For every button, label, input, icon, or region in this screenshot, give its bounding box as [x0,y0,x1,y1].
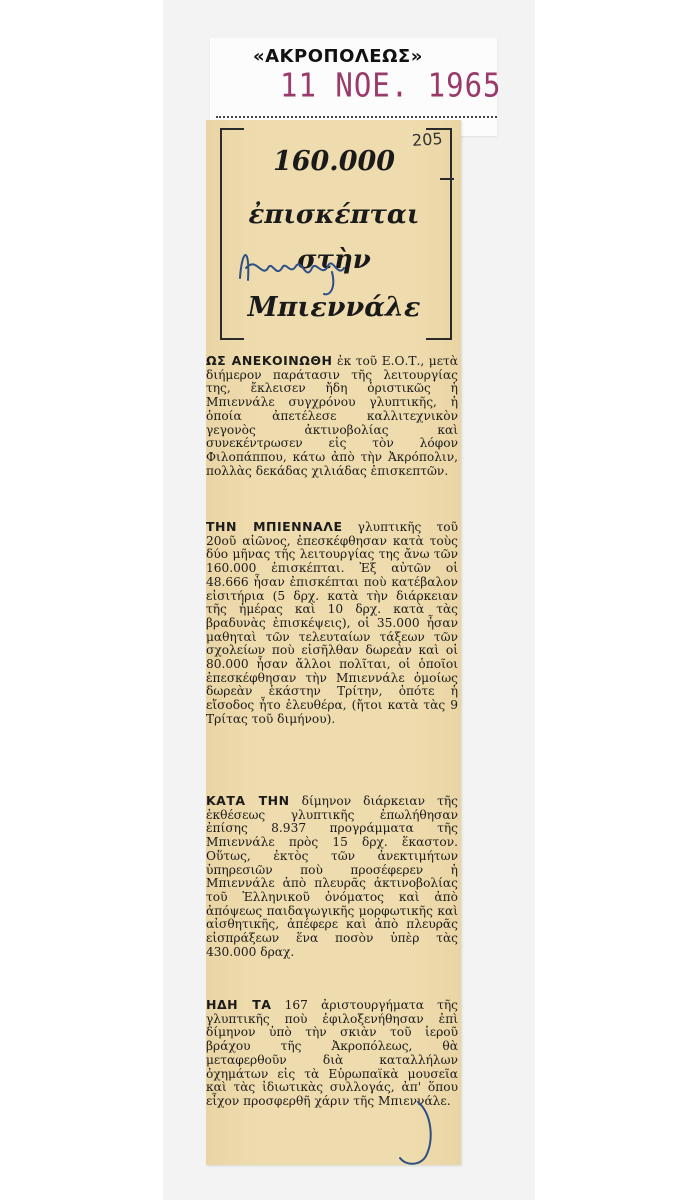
headline-line-2: ἐπισκέπται [248,200,420,230]
paragraph-2-lead: ΤΗΝ ΜΠΙΕΝΝΑΛΕ [206,519,343,534]
archive-number: 205 [411,128,444,151]
handwritten-scribble-icon [232,238,362,298]
dotted-separator [216,116,497,118]
headline-line-1: 160.000 [272,146,396,177]
newspaper-title: «ΑΚΡΟΠΟΛΕΩΣ» [253,46,423,67]
paragraph-1-text: ἐκ τοῦ Ε.Ο.Τ., μετὰ διήμερον παράτασιν τῆς λειτουργίας της, ἔκλεισεν ἤδη ὁριστικῶς ἡ Μπιεννάλε συγχρόνου γλυπτικῆς, ἡ ὁποία ἀπετέλεσε καλλιτεχνικὸν γεγονὸς ἀκτινοβολίας καὶ συνεκέντρωσεν εἰς τὸν λόφον Φιλοπάππου, κάτω ἀπὸ τὴν Ἀκρόπολιν, πολλὰς δεκάδας χιλιάδας ἐπισκεπτῶν. [206,354,458,478]
paragraph-3-lead: ΚΑΤΑ ΤΗΝ [206,793,290,808]
paragraph-1 [206,354,458,478]
paragraph-1-lead: ΩΣ ΑΝΕΚΟΙΝΩΘΗ [206,353,333,368]
frame-corner-top-left [220,128,244,130]
paragraph-4 [206,998,458,1109]
ink-bracket-mark-icon [388,1100,458,1170]
frame-tick-right [440,178,454,180]
paragraph-4-text: 167 ἀριστουργήματα τῆς γλυπτικῆς ποὺ ἐφιλοξενήθησαν ἐπὶ δίμηνον ὑπὸ τὴν σκιὰν τοῦ ἱεροῦ βράχου τῆς Ἀκροπόλεως, θὰ μεταφερθοῦν διὰ καταλλήλων ὀχημάτων εἰς τὰ Εὐρωπαϊκὰ μουσεῖα καὶ τὰς ἰδιωτικὰς συλλογάς, ἀπ' ὅπου εἶχον προσφερθῆ χάριν τῆς Μπιεννάλε. [206,998,458,1108]
paragraph-3 [206,794,458,959]
headline-line-3: στὴν [297,245,371,275]
paragraph-2-text: γλυπτικῆς τοῦ 20οῦ αἰῶνος, ἐπεσκέφθησαν κατὰ τοὺς δύο μῆνας τῆς λειτουργίας της ἄνω τῶν 160.000 ἐπισκέπται. Ἐξ αὐτῶν οἱ 48.666 ἦσαν ἐπισκέπται ποὺ κατέβαλον εἰσιτήρια (5 δρχ. κατὰ τὴν διάρκειαν τῆς ἡμέρας καὶ 10 δρχ. κατὰ τὰς βραδυνὰς ἐπισκέψεις), οἱ 35.000 ἦσαν μαθηταὶ τῶν τελευταίων τάξεων τῶν σχολείων ποὺ εἰσῆλθαν δωρεὰν καὶ οἱ 80.000 ἦσαν ἄλλοι πολῖται, οἱ ὁποῖοι ἐπεσκέφθησαν τὴν Μπιεννάλε ὁμοίως δωρεὰν ἑκάστην Τρίτην, ὁπότε ἡ εἴσοδος ἦτο ἐλευθέρα, (ἤτοι κατὰ τὰς 9 Τρίτας τοῦ διμήνου). [206,520,459,726]
paragraph-2 [206,520,458,727]
frame-corner-bottom-right [426,338,450,340]
frame-corner-bottom-left [220,338,244,340]
paragraph-3-text: δίμηνον διάρκειαν τῆς ἐκθέσεως γλυπτικῆς ἐπωλήθησαν ἐπίσης 8.937 προγράμματα τῆς Μπιεννάλε πρὸς 15 δρχ. ἕκαστον. Οὕτως, ἐκτὸς τῶν ἀνεκτιμήτων ὑπηρεσιῶν ποὺ προσέφερεν ἡ Μπιεννάλε ἀπὸ πλευρᾶς ἀκτινοβολίας τοῦ Ἑλληνικοῦ ὀνόματος καὶ ἀπὸ ἀπόψεως παιδαγωγικῆς μορφωτικῆς καὶ αἰσθητικῆς, ἀπέφερε καὶ ἀπὸ πλευρᾶς εἰσπράξεων ἕνα ποσὸν ὑπὲρ τὰς 430.000 δραχ. [206,794,458,959]
date-stamp: 11 NOE. 1965 [280,65,502,105]
headline-line-4: Μπιεννάλε [247,292,421,323]
paragraph-4-lead: ΗΔΗ ΤΑ [206,997,272,1012]
